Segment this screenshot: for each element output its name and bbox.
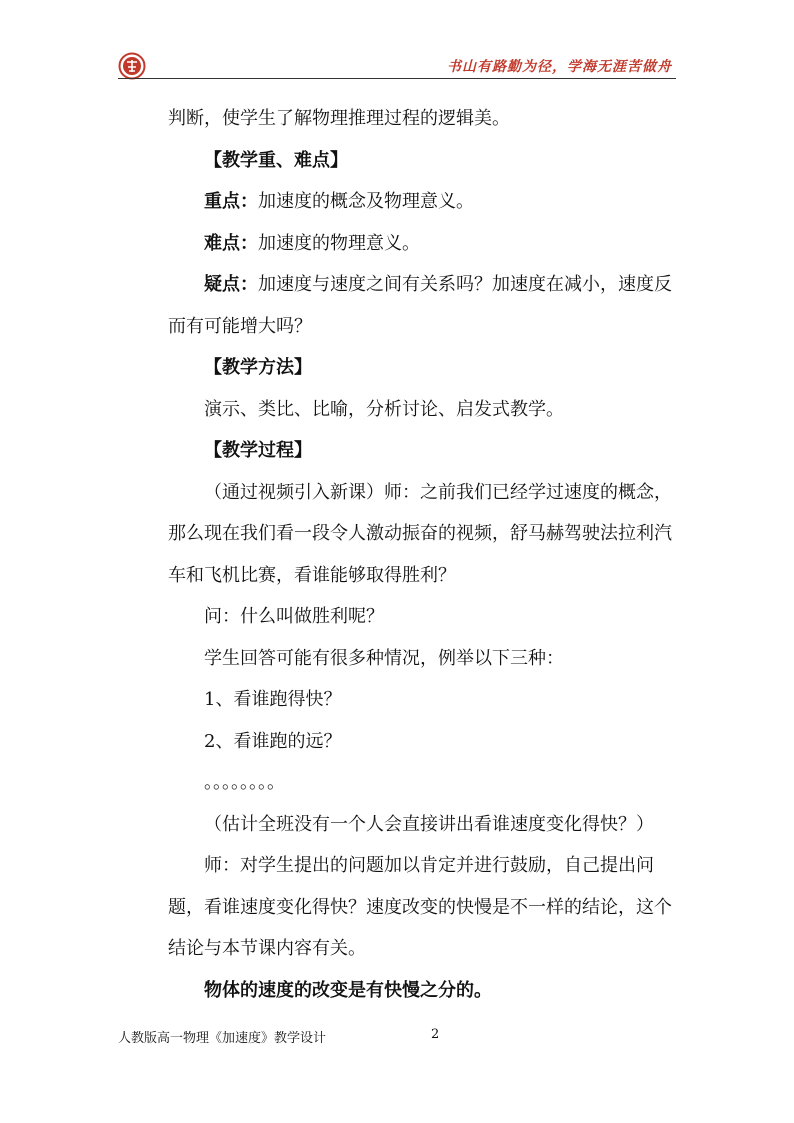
key-point-label: 重点： [204,191,258,212]
footer-doc-title: 人教版高一物理《加速度》教学设计 [118,1031,327,1046]
difficulty-label: 难点： [204,232,258,254]
footer-page-number: 2 [431,1027,440,1042]
section-heading-methods: 【教学方法】 [204,357,312,378]
student-answers-line: 学生回答可能有很多种情况，例举以下三种： [204,647,564,669]
key-point-line [168,181,676,223]
estimate-line: （估计全班没有一个人会直接讲出看谁速度变化得快？） [204,813,654,835]
difficulty-line [168,223,676,265]
conclusion-line: 物体的速度的改变是有快慢之分的。 [204,979,492,1001]
doubt-text: 加速度与速度之间有关系吗？加速度在减小，速度反而有可能增大吗？ [168,274,672,337]
doubt-line [168,264,676,347]
answer-item-2: 2、看谁跑的远？ [204,730,342,752]
document-body [168,98,676,1011]
school-seal-logo-icon [118,52,146,80]
methods-text: 演示、类比、比喻，分析讨论、启发式教学。 [204,398,564,420]
section-heading-key-points: 【教学重、难点】 [204,149,348,171]
section-heading-process: 【教学过程】 [204,440,312,461]
question-line: 问：什么叫做胜利呢？ [204,606,384,627]
paragraph-continuation: 判断，使学生了解物理推理过程的逻辑美。 [168,108,510,129]
difficulty-text: 加速度的物理意义。 [258,232,420,254]
header-divider [118,78,676,79]
header-slogan: 书山有路勤为径，学海无涯苦做舟 [447,59,672,75]
teacher-paragraph: 师：对学生提出的问题加以肯定并进行鼓励，自己提出问题，看谁速度变化得快？速度改变的快慢是不一样的结论，这个结论与本节课内容有关。 [168,855,672,959]
ellipsis-line: 。。。。。。。。 [204,772,285,793]
doubt-label: 疑点： [204,274,258,295]
key-point-text: 加速度的概念及物理意义。 [258,191,474,212]
answer-item-1: 1、看谁跑得快？ [204,689,342,710]
process-intro: （通过视频引入新课）师：之前我们已经学过速度的概念，那么现在我们看一段令人激动振奋的视频，舒马赫驾驶法拉利汽车和飞机比赛，看谁能够取得胜利？ [168,481,672,586]
